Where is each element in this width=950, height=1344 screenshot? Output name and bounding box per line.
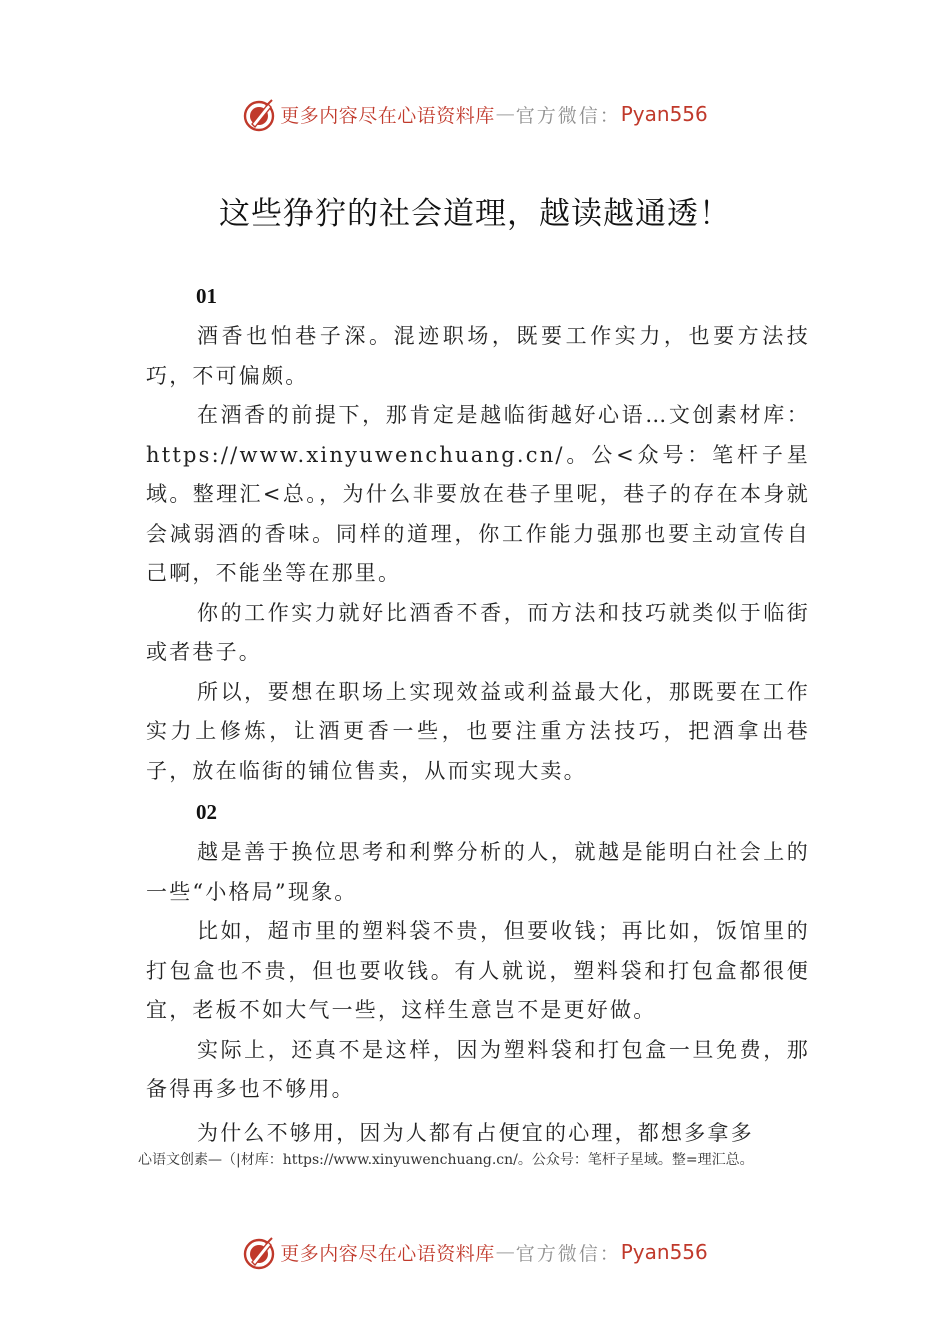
banner-wechat-id: Pyan556 (620, 102, 708, 126)
footnote: 心语文创素—（|材库：https://www.xinyuwenchuang.cn/。公众号：笔杆子星域。整=理汇总。 (138, 1152, 754, 1168)
banner-wechat-label: 官方微信： (515, 1242, 621, 1265)
paragraph: 实际上，还真不是这样，因为塑料袋和打包盒一旦免费，那备得再多也不够用。 (146, 1037, 810, 1101)
paragraph: 比如，超市里的塑料袋不贵，但要收钱；再比如，饭馆里的打包盒也不贵，但也要收钱。有人就说，塑料袋和打包盒都很便宜，老板不如大气一些，这样生意岂不是更好做。 (146, 919, 810, 1022)
truncated-paragraph-clip (146, 1114, 816, 1150)
banner-separator: — (495, 1241, 515, 1263)
paragraph: 所以，要想在职场上实现效益或利益最大化，那既要在工作实力上修炼，让酒更香一些，也要注重方法技巧，把酒拿出巷子，放在临街的铺位售卖，从而实现大卖。 (146, 679, 810, 783)
truncated-paragraph: 为什么不够用，因为人都有占便宜的心理，都想多拿多 (197, 1121, 754, 1145)
footer-banner (0, 1232, 950, 1272)
paragraph: 越是善于换位思考和利弊分析的人，就越是能明白社会上的一些“小格局”现象。 (146, 840, 810, 904)
article-body (146, 275, 810, 1110)
section-number: 02 (196, 800, 217, 824)
paragraph: 你的工作实力就好比酒香不香，而方法和技巧就类似于临街或者巷子。 (146, 600, 810, 664)
banner-wechat-label: 官方微信： (515, 104, 621, 127)
quill-seal-logo-icon (242, 1236, 276, 1270)
header-banner (0, 94, 950, 134)
page-title: 这些狰狞的社会道理，越读越通透！ (219, 196, 731, 232)
paragraph: 在酒香的前提下，那肯定是越临街越好心语…文创素材库：https://www.xinyuwenchuang.cn/。公<众号：笔杆子星域。整理汇<总。，为什么非要放在巷子里呢，巷子的存在本身就会减弱酒的香味。同样的道理，你工作能力强那也要主动宣传自己啊，不能坐等在那里。 (146, 403, 810, 585)
quill-seal-logo-icon (242, 98, 276, 132)
banner-main-text: 更多内容尽在心语资料库 (280, 104, 495, 127)
paragraph: 酒香也怕巷子深。混迹职场，既要工作实力，也要方法技巧，不可偏颇。 (146, 324, 810, 388)
section-number: 01 (196, 284, 217, 308)
banner-separator: — (495, 103, 515, 125)
banner-wechat-id: Pyan556 (620, 1240, 708, 1264)
banner-main-text: 更多内容尽在心语资料库 (280, 1242, 495, 1265)
